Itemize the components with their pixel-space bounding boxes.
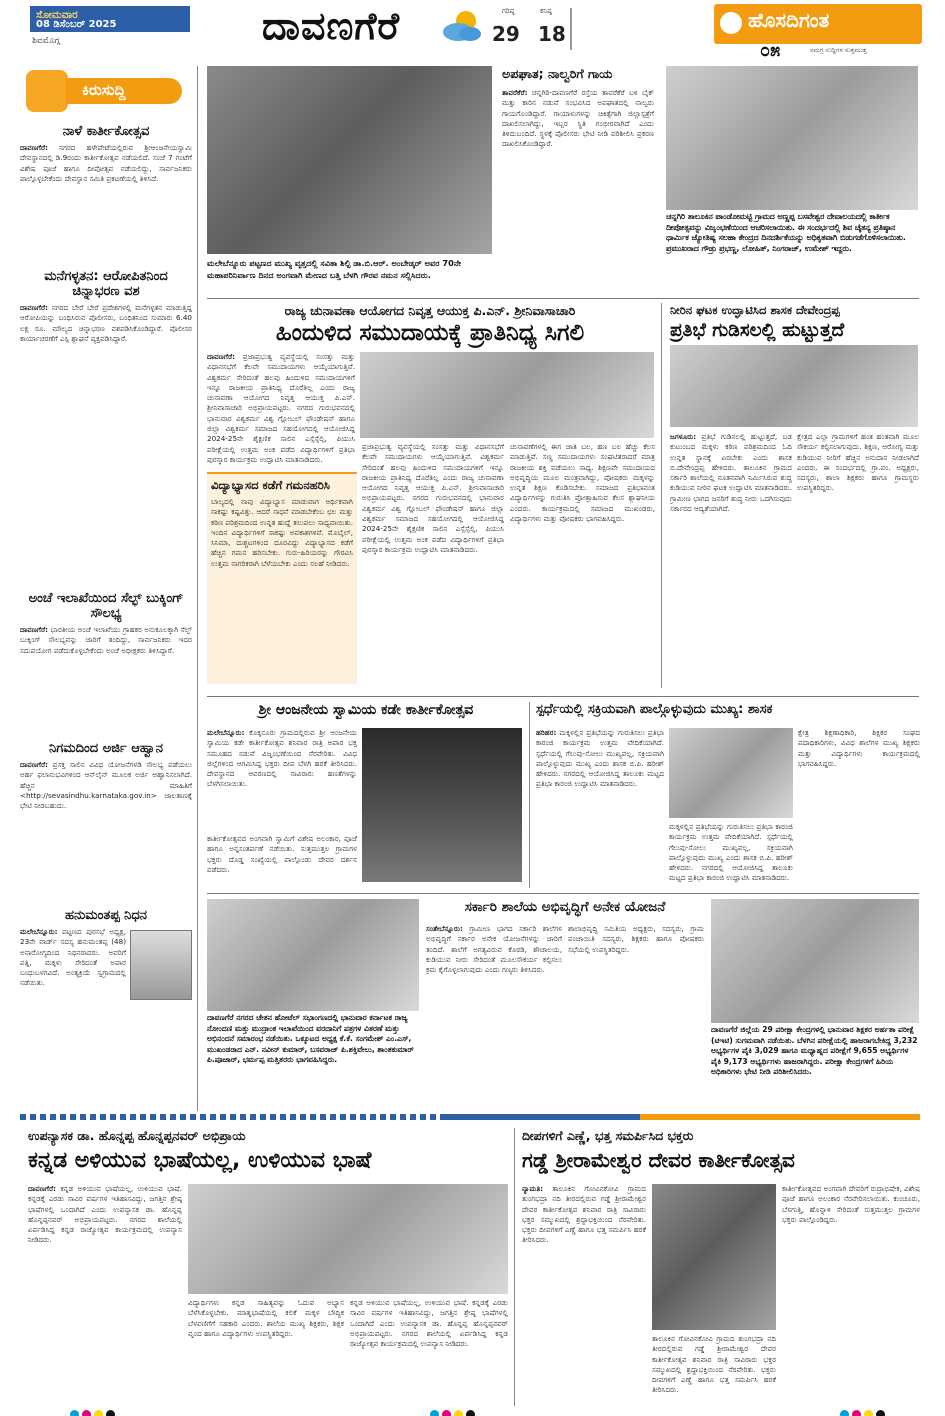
lead-body-col2: ಪ್ರಜಾಪ್ರಭುತ್ವ ವ್ಯವಸ್ಥೆಯಲ್ಲಿ ಸಂಸತ್ತು ಮತ್ತು ವಿಧಾನಸಭೆಗೆ ಕೆಲವೇ ಸಮುದಾಯಗಳು ಆಯ್ಕೆಯಾಗುತ್ತಿವೆ. ವಿಶ್ವಕರ್ಮ ಸೇರಿದಂತೆ ಹಲವು ಹಿಂದುಳಿದ ಸಮುದಾಯಗಳಿಗೆ ಇನ್ನೂ ರಾಜಕೀಯ ಪ್ರಾತಿನಿಧ್ಯ ದೊರೆತಿಲ್ಲ ಎಂದು ರಾಜ್ಯ ಚುನಾವಣಾ ಆಯೋಗದ ನಿವೃತ್ತ ಆಯುಕ್ತ ಪಿ.ಎನ್. ಶ್ರೀನಿವಾಸಾಚಾರಿ ಅಭಿಪ್ರಾಯಪಟ್ಟರು. ನಗರದ ಗುರುಭವನದಲ್ಲಿ ಭಾನುವಾರ ವಿಶ್ವಕರ್ಮ ವಿಶ್ವ ಗ್ಲೋಬಲ್ ಫೌಂಡೇಷನ್ ಹಾಗೂ ಜಿಲ್ಲಾ ವಿಶ್ವಕರ್ಮ ಸಮಾಜದ ಸಹಯೋಗದಲ್ಲಿ ಆಯೋಜಿಸಿದ್ದ 2024-25ನೇ ಶೈಕ್ಷಣಿಕ ಸಾಲಿನ ಎಸ್ಸೆಸ್ಸೆಲ್ಸಿ, ಪಿಯುಸಿ ಪರೀಕ್ಷೆಯಲ್ಲಿ ಉತ್ತಮ ಅಂಕ ಪಡೆದ ವಿದ್ಯಾರ್ಥಿಗಳಿಗೆ ಪ್ರತಿಭಾ ಪುರಸ್ಕಾರ ಕಾರ್ಯಕ್ರಮ ಉದ್ಘಾಟಿಸಿ ಮಾತನಾಡಿದರು. — [362, 442, 504, 554]
brief-item — [20, 908, 192, 1111]
brief-body: ದಾವಣಗೆರೆ: ನಗರದ ಬೇರೆ ಬೇರೆ ಪ್ರದೇಶಗಳಲ್ಲಿ ಮನೆಗಳ್ಳತನ ಮಾಡುತ್ತಿದ್ದ ಆರೋಪಿಯನ್ನು ಬಂಧಿಸಿರುವ ಪೊಲೀಸರು, ಬಂಧಿತನಿಂದ ಸುಮಾರು 6.40 ಲಕ್ಷ ರೂ. ಮೌಲ್ಯದ ಚಿನ್ನಾಭರಣ ವಶಪಡಿಸಿಕೊಂಡಿದ್ದಾರೆ. ಪೊಲೀಸರ ಕಾರ್ಯಾಚರಣೆಗೆ ಎಸ್ಪಿ ಶ್ಲಾಘನೆ ವ್ಯಕ್ತಪಡಿಸಿದ್ದಾರೆ. — [20, 303, 192, 343]
sports-headline: ಸ್ಪರ್ಧೆಯಲ್ಲಿ ಸಕ್ರಿಯವಾಗಿ ಪಾಲ್ಗೊಳ್ಳುವುದು ಮುಖ್ಯ: ಶಾಸಕ — [536, 702, 773, 717]
lead-headline: ಹಿಂದುಳಿದ ಸಮುದಾಯಕ್ಕೆ ಪ್ರಾತಿನಿಧ್ಯ ಸಿಗಲಿ — [275, 320, 585, 346]
max-temp: 29 — [492, 22, 520, 46]
megaphone-icon — [26, 70, 68, 112]
brief-title: ಹನುಮಂತಪ್ಪ ನಿಧನ — [64, 908, 148, 923]
accident-story — [502, 66, 654, 294]
lead-box — [207, 472, 357, 684]
max-temp-label: ಗರಿಷ್ಠ — [502, 7, 515, 15]
lead-kicker: ರಾಜ್ಯ ಚುನಾವಣಾ ಆಯೋಗದ ನಿವೃತ್ತ ಆಯುಕ್ತ ಪಿ.ಎನ್. ಶ್ರೀನಿವಾಸಾಚಾರಿ — [284, 303, 576, 318]
column-divider — [197, 66, 198, 1111]
devendrappa-body-col1: ಜಗಳೂರು: ಪ್ರತಿಭೆ ಗುಡಿಸಲಲ್ಲಿ ಹುಟ್ಟುತ್ತದೆ, ಬಡ ಕುಟುಂಬದ ಮಕ್ಕಳು ಕಠಿಣ ಪರಿಶ್ರಮದಿಂದ ಓದಿ ಉನ್ನತ ಸ್ಥಾನಕ್ಕೆ ಏರಬೇಕು ಎಂದು ಶಾಸಕ ಬಿ.ದೇವೇಂದ್ರಪ್ಪ ಹೇಳಿದರು. ತಾಲೂಕಿನ ಗ್ರಾಮದ ಸರ್ಕಾರಿ ಶಾಲೆಯಲ್ಲಿ ನೂತನವಾಗಿ ನಿರ್ಮಿಸಿರುವ ಶುದ್ಧ ಕುಡಿಯುವ ನೀರಿನ ಘಟಕ ಉದ್ಘಾಟಿಸಿ ಮಾತನಾಡಿದರು. ಗ್ರಾಮೀಣ ಭಾಗದ ಜನರಿಗೆ ಶುದ್ಧ ನೀರು ಒದಗಿಸುವುದು ಸರ್ಕಾರದ ಆದ್ಯತೆಯಾಗಿದೆ. — [670, 432, 792, 514]
temple-deepa-photo — [652, 1184, 776, 1330]
paper-name: ಹೊಸದಿಗಂತ — [748, 8, 830, 32]
pratibha-karanji-photo — [669, 728, 793, 818]
brand-emblem-icon — [720, 12, 742, 34]
accident-headline: ಅಪಘಾತ; ನಾಲ್ವರಿಗೆ ಗಾಯ — [502, 66, 613, 81]
school-body-col2: ಶಾಲಾಭಿವೃದ್ಧಿ ಸಮಿತಿಯ ಅಧ್ಯಕ್ಷರು, ಸದಸ್ಯರು, ಗ್ರಾಮ ಪಂಚಾಯಿತಿ ಸದಸ್ಯರು, ಶಿಕ್ಷಕರು ಹಾಗೂ ಪೋಷಕರು ಸಭೆಯಲ್ಲಿ ಉಪಸ್ಥಿತರಿದ್ದರು. — [568, 924, 704, 954]
lead-box-title: ವಿದ್ಯಾಭ್ಯಾಸದ ಕಡೆಗೆ ಗಮನಹರಿಸಿ — [211, 478, 330, 492]
ambedkar-caption: ಮಲೇಬೆನ್ನೂರು ಪಟ್ಟಣದ ಮುಖ್ಯ ವೃತ್ತದಲ್ಲಿ ಸವಿತಾ ಶಿಲ್ಪಿ ಡಾ.ಬಿ.ಆರ್. ಅಂಬೇಡ್ಕರ್ ಅವರ 70ನೇ ಮಹಾಪರಿನಿರ್ವಾಣ ದಿನದ ಅಂಗವಾಗಿ ಮೇಣದ ಬತ್ತಿ ಬೆಳಗಿ ಗೌರವ ನಮನ ಸಲ್ಲಿಸಿದರು. — [207, 258, 462, 280]
column-divider — [514, 1128, 515, 1406]
tet-exam-caption: ದಾವಣಗೆರೆ ಜಿಲ್ಲೆಯ 29 ಪರೀಕ್ಷಾ ಕೇಂದ್ರಗಳಲ್ಲಿ ಭಾನುವಾರ ಶಿಕ್ಷಕರ ಅರ್ಹತಾ ಪರೀಕ್ಷೆ (ಟಿಇಟಿ) ಸುಗಮವಾಗಿ ನಡೆಯಿತು. ಬೆಳಗಿನ ಪರೀಕ್ಷೆಯಲ್ಲಿ ಹಾಜರಾಗಬೇಕಿದ್ದ 3,232 ಅಭ್ಯರ್ಥಿಗಳ ಪೈಕಿ 3,029 ಹಾಗೂ ಮಧ್ಯಾಹ್ನದ ಪರೀಕ್ಷೆಗೆ 9,655 ಅಭ್ಯರ್ಥಿಗಳ ಪೈಕಿ 9,173 ಅಭ್ಯರ್ಥಿಗಳು ಹಾಜರಾಗಿದ್ದರು. ಪರೀಕ್ಷಾ ಕೇಂದ್ರಗಳಿಗೆ ಹಿರಿಯ ಅಧಿಕಾರಿಗಳು ಭೇಟಿ ನೀಡಿ ಪರಿಶೀಲಿಸಿದರು. — [711, 1025, 918, 1076]
anjaneya-body-col1: ಮಲೇಬೆನ್ನೂರು: ಕೊಕ್ಕನೂರು ಗ್ರಾಮದಲ್ಲಿರುವ ಶ್ರೀ ಆಂಜನೇಯ ಸ್ವಾಮಿಯ ಕಡೇ ಕಾರ್ತೀಕೋತ್ಸವ ಶನಿವಾರ ರಾತ್ರಿ ಅಪಾರ ಭಕ್ತ ಸಮೂಹದ ನಡುವೆ ವಿಜೃಂಭಣೆಯಿಂದ ನೆರವೇರಿತು. ವಿವಿಧ ಜಿಲ್ಲೆಗಳಿಂದ ಆಗಮಿಸಿದ್ದ ಭಕ್ತರು ದೀಪ ಬೆಳಗಿ ಹರಕೆ ತೀರಿಸಿದರು. ದೇವಸ್ಥಾನದ ಆವರಣದಲ್ಲಿ ಸಾವಿರಾರು ಹಣತೆಗಳನ್ನು ಬೆಳಗಿಸಲಾಯಿತು. — [207, 728, 357, 789]
paper-tagline: ಸಮಗ್ರ ಸುದ್ದಿಗಳ ಸುತ್ತಮುತ್ತ — [810, 46, 867, 54]
accident-body: ತಾವರೆಕೆರೆ: ಚನ್ನಗಿರಿ-ದಾವಣಗೆರೆ ರಸ್ತೆಯ ತಾವರೆಕೆರೆ ಬಳಿ ಬೈಕ್ ಮತ್ತು ಕಾರಿನ ನಡುವೆ ಸಂಭವಿಸಿದ ಅಪಘಾತದಲ್ಲಿ ನಾಲ್ವರು ಗಾಯಗೊಂಡಿದ್ದಾರೆ. ಗಾಯಾಳುಗಳನ್ನು ಚಿಕಿತ್ಸೆಗಾಗಿ ಜಿಲ್ಲಾಸ್ಪತ್ರೆಗೆ ದಾಖಲಿಸಲಾಗಿದ್ದು, ಇಬ್ಬರ ಸ್ಥಿತಿ ಗಂಭೀರವಾಗಿದೆ ಎಂದು ತಿಳಿದುಬಂದಿದೆ. ಸ್ಥಳಕ್ಕೆ ಪೊಲೀಸರು ಭೇಟಿ ನೀಡಿ ಪರಿಶೀಲಿಸಿ ಪ್ರಕರಣ ದಾಖಲಿಸಿಕೊಂಡಿದ್ದಾರೆ. — [502, 88, 654, 149]
rameshwara-body-col2: ಕಾರ್ತೀಕೋತ್ಸವದ ಅಂಗವಾಗಿ ದೇವರಿಗೆ ರುದ್ರಾಭಿಷೇಕ, ವಿಶೇಷ ಪೂಜೆ ಹಾಗೂ ಅಲಂಕಾರ ನೆರವೇರಿಸಲಾಯಿತು. ಕುಂಚೂರು, ಬೆಳಗುತ್ತಿ, ಹೊನ್ನಾಳಿ ಸೇರಿದಂತೆ ಸುತ್ತಮುತ್ತಲ ಗ್ರಾಮಗಳ ಭಕ್ತರು ಪಾಲ್ಗೊಂಡಿದ್ದರು. — [782, 1184, 920, 1224]
brief-body: ಮಲೇಬೆನ್ನೂರು: ಪಟ್ಟಣದ ಪುರಸಭೆ ಅಧ್ಯಕ್ಷ, 23ನೇ ವಾರ್ಡ್ ಸದಸ್ಯ ಹನುಮಂತಪ್ಪ (48) ಅನಾರೋಗ್ಯದಿಂದ ನಿಧನರಾದರು. ಅವರಿಗೆ ಪತ್ನಿ, ಮಕ್ಕಳು ಸೇರಿದಂತೆ ಅಪಾರ ಬಂಧುಬಳಗವಿದೆ. ಅಂತ್ಯಕ್ರಿಯೆ ಸ್ವಗ್ರಾಮದಲ್ಲಿ ನಡೆಯಿತು. — [20, 927, 126, 988]
calendar-release-photo — [666, 66, 918, 210]
tet-exam-photo — [711, 899, 919, 1023]
rameshwara-body-col1: ನ್ಯಾಮತಿ: ತಾಲೂಕಿನ ಗೋವಿನಕೋವಿ ಗ್ರಾಮದ ತುಂಗಭದ್ರಾ ನದಿ ತೀರದಲ್ಲಿರುವ ಗಡ್ಡೆ ಶ್ರೀರಾಮೇಶ್ವರ ದೇವರ ಕಾರ್ತೀಕೋತ್ಸವ ಶನಿವಾರ ರಾತ್ರಿ ಸಾವಿರಾರು ಭಕ್ತರ ಸಮ್ಮುಖದಲ್ಲಿ ಶ್ರದ್ಧಾಭಕ್ತಿಯಿಂದ ನೆರವೇರಿತು. ಭಕ್ತರು ದೀಪಗಳಿಗೆ ಎಣ್ಣೆ ಹಾಗೂ ಭತ್ತ ಸಮರ್ಪಿಸಿ ಹರಕೆ ತೀರಿಸಿದರು. — [522, 1184, 646, 1245]
brief-item — [20, 124, 192, 261]
kannada-headline: ಕನ್ನಡ ಅಳಿಯುವ ಭಾಷೆಯಲ್ಲ, ಉಳಿಯುವ ಭಾಷೆ — [28, 1148, 372, 1173]
devendrappa-body-col2: ಕ್ಷೇತ್ರದ ಎಲ್ಲಾ ಗ್ರಾಮಗಳಿಗೆ ಹಂತ ಹಂತವಾಗಿ ಮೂಲ ಸೌಕರ್ಯ ಕಲ್ಪಿಸಲಾಗುವುದು. ಶಿಕ್ಷಣ, ಆರೋಗ್ಯ ಮತ್ತು ಕುಡಿಯುವ ನೀರಿಗೆ ಹೆಚ್ಚಿನ ಅನುದಾನ ನೀಡಲಾಗಿದೆ ಎಂದರು. ಈ ಸಂದರ್ಭದಲ್ಲಿ ಗ್ರಾ.ಪಂ. ಅಧ್ಯಕ್ಷರು, ಸದಸ್ಯರು, ಶಾಲಾ ಶಿಕ್ಷಕರು ಹಾಗೂ ಗ್ರಾಮಸ್ಥರು ಉಪಸ್ಥಿತರಿದ್ದರು. — [797, 432, 919, 493]
anjaneya-body-col2: ಕಾರ್ತೀಕೋತ್ಸವದ ಅಂಗವಾಗಿ ಸ್ವಾಮಿಗೆ ವಿಶೇಷ ಅಲಂಕಾರ, ಪೂಜೆ ಹಾಗೂ ಅನ್ನಸಂತರ್ಪಣೆ ನಡೆಯಿತು. ಸುತ್ತಮುತ್ತಲ ಗ್ರಾಮಗಳ ಭಕ್ತರು ದೊಡ್ಡ ಸಂಖ್ಯೆಯಲ್ಲಿ ಪಾಲ್ಗೊಂಡು ದೇವರ ದರ್ಶನ ಪಡೆದರು. — [207, 834, 357, 874]
min-temp: 18 — [538, 22, 566, 46]
water-plant-photo — [670, 345, 918, 427]
sports-body-col2: ಕ್ಷೇತ್ರ ಶಿಕ್ಷಣಾಧಿಕಾರಿ, ಶಿಕ್ಷಕರ ಸಂಘದ ಪದಾಧಿಕಾರಿಗಳು, ವಿವಿಧ ಶಾಲೆಗಳ ಮುಖ್ಯ ಶಿಕ್ಷಕರು ಮತ್ತು ವಿದ್ಯಾರ್ಥಿಗಳು ಕಾರ್ಯಕ್ರಮದಲ್ಲಿ ಭಾಗವಹಿಸಿದ್ದರು. — [798, 728, 920, 768]
kannada-kicker: ಉಪನ್ಯಾಸಕ ಡಾ. ಹೊನ್ನಪ್ಪ ಹೊನ್ನಪ್ಪನವರ್ ಅಭಿಪ್ರಾಯ — [28, 1128, 246, 1143]
sports-body-col3: ಮಕ್ಕಳಲ್ಲಿನ ಪ್ರತಿಭೆಯನ್ನು ಗುರುತಿಸಲು ಪ್ರತಿಭಾ ಕಾರಂಜಿ ಕಾರ್ಯಕ್ರಮ ಉತ್ತಮ ವೇದಿಕೆಯಾಗಿದೆ. ಸ್ಪರ್ಧೆಯಲ್ಲಿ ಗೆಲುವು-ಸೋಲು ಮುಖ್ಯವಲ್ಲ, ಸಕ್ರಿಯವಾಗಿ ಪಾಲ್ಗೊಳ್ಳುವುದು ಮುಖ್ಯ ಎಂದು ಶಾಸಕ ಬಿ.ಪಿ. ಹರೀಶ್ ಹೇಳಿದರು. ನಗರದಲ್ಲಿ ಆಯೋಜಿಸಿದ್ದ ತಾಲೂಕು ಮಟ್ಟದ ಪ್ರತಿಭಾ ಕಾರಂಜಿ ಉದ್ಘಾಟಿಸಿ ಮಾತನಾಡಿದರು. — [669, 822, 793, 883]
section-divider — [207, 893, 919, 894]
city-title: ದಾವಣಗೆರೆ — [262, 4, 401, 48]
brief-title: ಮನೆಗಳ್ಳತನ: ಆರೋಪಿತನಿಂದ ಚಿನ್ನಾಭರಣ ವಶ — [44, 269, 168, 299]
section-divider — [207, 298, 919, 299]
kirusuddi-banner — [20, 66, 192, 118]
calendar-caption: ಚನ್ನಗಿರಿ ತಾಲೂಕಿನ ಪಾಂಡೋಮಟ್ಟಿ ಗ್ರಾಮದ ಅಣ್ಣಪ್ಪ ಬಸವೇಶ್ವರ ದೇವಾಲಯದಲ್ಲಿ ಕಾರ್ತೀಕ ದೀಪೋತ್ಸವನ್ನು ವಿಜೃಂಭಣೆಯಿಂದ ಆಚರಿಸಲಾಯಿತು. ಈ ಸಂದರ್ಭದಲ್ಲಿ ಶಿವ ಚೈತನ್ಯ ಪ್ರತಿಷ್ಠಾನ ಧಾರ್ಮಿಕ ಜ್ಯೋತಿಷ್ಯ ಸಲಹಾ ಕೇಂದ್ರದ ದಿನದರ್ಶಿಕೆಯನ್ನು ಅಧಿಕೃತವಾಗಿ ಬಿಡುಗಡೆಗೊಳಿಸಲಾಯಿತು. ಪ್ರಮುಖರಾದ ಗೌಡ್ರು ಪ್ರಭಣ್ಣ, ಲೋಹಿತ್, ನಿಂಗರಾಜ್, ಉಮೇಶ್ ಇದ್ದರು. — [666, 212, 906, 253]
brief-title: ನಿಗಮದಿಂದ ಅರ್ಜಿ ಆಹ್ವಾನ — [48, 741, 163, 756]
rajyotsava-photo — [188, 1184, 508, 1294]
print-registration-marks — [840, 1404, 900, 1414]
lead-photo — [360, 352, 654, 438]
brief-body: ದಾವಣಗೆರೆ: ಪ್ರಸಕ್ತ ಸಾಲಿನ ವಿವಿಧ ಯೋಜನೆಗಳಡಿ ಸೌಲಭ್ಯ ಪಡೆಯಲು ಅರ್ಹ ಫಲಾನುಭವಿಗಳಿಂದ ಆನ್‌ಲೈನ್ ಮೂಲಕ ಅರ್ಜಿ ಆಹ್ವಾನಿಸಲಾಗಿದೆ. ಹೆಚ್ಚಿನ ಮಾಹಿತಿಗೆ <http://sevasindhu.karnataka.gov.in> ಜಾಲತಾಣಕ್ಕೆ ಭೇಟಿ ನೀಡಬಹುದು. — [20, 760, 192, 811]
school-body-col1: ಸಂತೇಬೆನ್ನೂರು: ಗ್ರಾಮೀಣ ಭಾಗದ ಸರ್ಕಾರಿ ಶಾಲೆಗಳ ಅಭಿವೃದ್ಧಿಗೆ ಸರ್ಕಾರ ಅನೇಕ ಯೋಜನೆಗಳನ್ನು ಜಾರಿಗೆ ತಂದಿದೆ. ಶಾಲೆಗೆ ಅಗತ್ಯವಿರುವ ಕೊಠಡಿ, ಶೌಚಾಲಯ, ಕುಡಿಯುವ ನೀರು ಸೇರಿದಂತೆ ಮೂಲಸೌಕರ್ಯ ಕಲ್ಪಿಸಲು ಕ್ರಮ ಕೈಗೊಳ್ಳಲಾಗುವುದು ಎಂದು ಗಣ್ಯರು ತಿಳಿಸಿದರು. — [426, 924, 562, 975]
anjaneya-headline: ಶ್ರೀ ಆಂಜನೇಯ ಸ್ವಾಮಿಯ ಕಡೇ ಕಾರ್ತೀಕೋತ್ಸವ — [258, 702, 474, 718]
section-divider — [207, 696, 919, 697]
brief-title: ಅಂಚೆ ಇಲಾಖೆಯಿಂದ ಸೆಲ್ಫ್ ಬುಕ್ಕಿಂಗ್ ಸೌಲಭ್ಯ — [28, 591, 184, 621]
kirusuddi-column — [20, 66, 192, 1111]
registration-caption: ದಾವಣಗೆರೆ ನಗರದ ಚೇತನ ಹೋಟೆಲ್ ಸಭಾಂಗಣದಲ್ಲಿ ಭಾನುವಾರ ಕರ್ನಾಟಕ ರಾಜ್ಯ ನೋಂದಣಿ ಮತ್ತು ಮುದ್ರಾಂಕ ಇಲಾಖೆಯಿಂದ ವರದಾನಿಗೆ ಪತ್ರಗಳ ವಿತರಣೆ ಮತ್ತು ಅಭಿನಂದನೆ ಸಮಾರಂಭ ನಡೆಯಿತು. ಒಕ್ಕೂಟದ ಅಧ್ಯಕ್ಷ ಕೆ.ಕೆ. ಸಂಗಮೇಶ್ ಎಂ.ಎಸ್, ಮುಖಂಡರಾದ ಎನ್. ನವೀನ್ ಕುಮಾರ್, ಬಸವರಾಜ್ ಪಿ.ಶಕ್ತಿವೇಲು, ಶಾಂತಕುಮಾರ್ ಪಿ.ಪೂಜಾರ್, ಭರ್ಮಪ್ಪ ಮತ್ತಿತರರು ಭಾಗವಹಿಸಿದ್ದರು. — [207, 1013, 414, 1064]
paper-brand — [714, 4, 922, 44]
weather-icon — [440, 8, 484, 44]
masthead — [0, 0, 945, 62]
brief-body: ದಾವಣಗೆರೆ: ಭಾರತೀಯ ಅಂಚೆ ಇಲಾಖೆಯು ಗ್ರಾಹಕರ ಅನುಕೂಲಕ್ಕಾಗಿ ಸೆಲ್ಫ್ ಬುಕ್ಕಿಂಗ್ ಸೌಲಭ್ಯವನ್ನು ಜಾರಿಗೆ ತಂದಿದ್ದು, ಸಾರ್ವಜನಿಕರು ಇದರ ಸದುಪಯೋಗ ಪಡೆದುಕೊಳ್ಳಬೇಕೆಂದು ಅಂಚೆ ಅಧೀಕ್ಷಕರು ತಿಳಿಸಿದ್ದಾರೆ. — [20, 625, 192, 655]
lead-body-col3: ಚುನಾವಣೆಗಳಲ್ಲಿ ಈಗ ಜಾತಿ ಬಲ, ಹಣ ಬಲ ಹೆಚ್ಚು ಕೆಲಸ ಮಾಡುತ್ತಿವೆ. ಸಣ್ಣ ಸಮುದಾಯಗಳು ಸಂಘಟಿತರಾದರೆ ಮಾತ್ರ ರಾಜಕೀಯ ಶಕ್ತಿ ಪಡೆಯಲು ಸಾಧ್ಯ. ಶಿಕ್ಷಣವೇ ಸಮುದಾಯದ ಅಭಿವೃದ್ಧಿಯ ಮೂಲ ಮಂತ್ರವಾಗಿದ್ದು, ಪೋಷಕರು ಮಕ್ಕಳನ್ನು ಉನ್ನತ ಶಿಕ್ಷಣ ಕೊಡಿಸಬೇಕು. ಸಮಾಜದ ಪ್ರತಿಭಾವಂತ ವಿದ್ಯಾರ್ಥಿಗಳನ್ನು ಗುರುತಿಸಿ ಪ್ರೋತ್ಸಾಹಿಸುವ ಕೆಲಸ ಶ್ಲಾಘನೀಯ ಎಂದರು. ಕಾರ್ಯಕ್ರಮದಲ್ಲಿ ಸಮಾಜದ ಮುಖಂಡರು, ವಿದ್ಯಾರ್ಥಿಗಳು ಮತ್ತು ಪೋಷಕರು ಭಾಗವಹಿಸಿದ್ದರು. — [510, 442, 655, 524]
masthead-day: ಸೋಮವಾರ — [36, 9, 78, 21]
page-number: ೦೫ — [760, 40, 781, 61]
masthead-divider — [570, 8, 572, 50]
registration-photo — [207, 899, 419, 1011]
sports-body-col1: ಹರಿಹರ: ಮಕ್ಕಳಲ್ಲಿನ ಪ್ರತಿಭೆಯನ್ನು ಗುರುತಿಸಲು ಪ್ರತಿಭಾ ಕಾರಂಜಿ ಕಾರ್ಯಕ್ರಮ ಉತ್ತಮ ವೇದಿಕೆಯಾಗಿದೆ. ಸ್ಪರ್ಧೆಯಲ್ಲಿ ಗೆಲುವು-ಸೋಲು ಮುಖ್ಯವಲ್ಲ, ಸಕ್ರಿಯವಾಗಿ ಪಾಲ್ಗೊಳ್ಳುವುದು ಮುಖ್ಯ ಎಂದು ಶಾಸಕ ಬಿ.ಪಿ. ಹರೀಶ್ ಹೇಳಿದರು. ನಗರದಲ್ಲಿ ಆಯೋಜಿಸಿದ್ದ ತಾಲೂಕು ಮಟ್ಟದ ಪ್ರತಿಭಾ ಕಾರಂಜಿ ಉದ್ಘಾಟಿಸಿ ಮಾತನಾಡಿದರು. — [536, 728, 664, 789]
lead-body-col1: ದಾವಣಗೆರೆ: ಪ್ರಜಾಪ್ರಭುತ್ವ ವ್ಯವಸ್ಥೆಯಲ್ಲಿ ಸಂಸತ್ತು ಮತ್ತು ವಿಧಾನಸಭೆಗೆ ಕೆಲವೇ ಸಮುದಾಯಗಳು ಆಯ್ಕೆಯಾಗುತ್ತಿವೆ. ವಿಶ್ವಕರ್ಮ ಸೇರಿದಂತೆ ಹಲವು ಹಿಂದುಳಿದ ಸಮುದಾಯಗಳಿಗೆ ಇನ್ನೂ ರಾಜಕೀಯ ಪ್ರಾತಿನಿಧ್ಯ ದೊರೆತಿಲ್ಲ ಎಂದು ರಾಜ್ಯ ಚುನಾವಣಾ ಆಯೋಗದ ನಿವೃತ್ತ ಆಯುಕ್ತ ಪಿ.ಎನ್. ಶ್ರೀನಿವಾಸಾಚಾರಿ ಅಭಿಪ್ರಾಯಪಟ್ಟರು. ನಗರದ ಗುರುಭವನದಲ್ಲಿ ಭಾನುವಾರ ವಿಶ್ವಕರ್ಮ ವಿಶ್ವ ಗ್ಲೋಬಲ್ ಫೌಂಡೇಷನ್ ಹಾಗೂ ಜಿಲ್ಲಾ ವಿಶ್ವಕರ್ಮ ಸಮಾಜದ ಸಹಯೋಗದಲ್ಲಿ ಆಯೋಜಿಸಿದ್ದ 2024-25ನೇ ಶೈಕ್ಷಣಿಕ ಸಾಲಿನ ಎಸ್ಸೆಸ್ಸೆಲ್ಸಿ, ಪಿಯುಸಿ ಪರೀಕ್ಷೆಯಲ್ಲಿ ಉತ್ತಮ ಅಂಕ ಪಡೆದ ವಿದ್ಯಾರ್ಥಿಗಳಿಗೆ ಪ್ರತಿಭಾ ಪುರಸ್ಕಾರ ಕಾರ್ಯಕ್ರಮ ಉದ್ಘಾಟಿಸಿ ಮಾತನಾಡಿದರು. — [207, 352, 355, 464]
brief-title: ನಾಳೆ ಕಾರ್ತೀಕೋತ್ಸವ — [62, 124, 150, 139]
brief-item — [20, 269, 192, 583]
obituary-portrait — [130, 930, 192, 1000]
rameshwara-headline: ಗಡ್ಡೆ ಶ್ರೀರಾಮೇಶ್ವರ ದೇವರ ಕಾರ್ತೀಕೋತ್ಸವ — [522, 1148, 795, 1172]
rameshwara-body-col3: ತಾಲೂಕಿನ ಗೋವಿನಕೋವಿ ಗ್ರಾಮದ ತುಂಗಭದ್ರಾ ನದಿ ತೀರದಲ್ಲಿರುವ ಗಡ್ಡೆ ಶ್ರೀರಾಮೇಶ್ವರ ದೇವರ ಕಾರ್ತೀಕೋತ್ಸವ ಶನಿವಾರ ರಾತ್ರಿ ಸಾವಿರಾರು ಭಕ್ತರ ಸಮ್ಮುಖದಲ್ಲಿ ಶ್ರದ್ಧಾಭಕ್ತಿಯಿಂದ ನೆರವೇರಿತು. ಭಕ್ತರು ದೀಪಗಳಿಗೆ ಎಣ್ಣೆ ಹಾಗೂ ಭತ್ತ ಸಮರ್ಪಿಸಿ ಹರಕೆ ತೀರಿಸಿದರು. — [652, 1334, 776, 1395]
brief-body: ದಾವಣಗೆರೆ: ನಗರದ ಹಳೇಪೇಟೆಯಲ್ಲಿರುವ ಶ್ರೀಆಂಜನೇಯಸ್ವಾಮಿ ದೇವಸ್ಥಾನದಲ್ಲಿ ಡಿ.9ರಂದು ಕಾರ್ತೀಕೋತ್ಸವ ನಡೆಯಲಿದೆ. ಸಂಜೆ 7 ಗಂಟೆಗೆ ವಿಶೇಷ ಪೂಜೆ ಹಾಗೂ ದೀಪೋತ್ಸವ ನಡೆಯಲಿದ್ದು, ಸಾರ್ವಜನಿಕರು ಪಾಲ್ಗೊಳ್ಳಬೇಕೆಂದು ದೇವಸ್ಥಾನ ಸಮಿತಿ ಪ್ರಕಟಣೆಯಲ್ಲಿ ತಿಳಿಸಿದೆ. — [20, 143, 192, 183]
min-temp-label: ಕನಿಷ್ಠ — [540, 7, 552, 15]
brief-item — [20, 591, 192, 733]
deepotsava-photo — [362, 728, 522, 882]
kannada-body-col2: ವಿದ್ಯಾರ್ಥಿಗಳು ಕನ್ನಡ ಸಾಹಿತ್ಯವನ್ನು ಓದುವ ಅಭ್ಯಾಸ ಬೆಳೆಸಿಕೊಳ್ಳಬೇಕು. ಮಾತೃಭಾಷೆಯಲ್ಲಿ ಕಲಿಕೆ ಮಕ್ಕಳ ಬೌದ್ಧಿಕ ಬೆಳವಣಿಗೆಗೆ ಸಹಕಾರಿ ಎಂದರು. ಶಾಲೆಯ ಮುಖ್ಯ ಶಿಕ್ಷಕರು, ಶಿಕ್ಷಕ ವೃಂದ ಹಾಗೂ ವಿದ್ಯಾರ್ಥಿಗಳು ಉಪಸ್ಥಿತರಿದ್ದರು. — [188, 1298, 344, 1338]
kirusuddi-label: ಕಿರುಸುದ್ದಿ — [82, 81, 126, 99]
print-registration-marks — [430, 1404, 490, 1414]
rameshwara-kicker: ದೀಪಗಳಿಗೆ ಎಣ್ಣೆ, ಭತ್ತ ಸಮರ್ಪಿಸಿದ ಭಕ್ತರು — [522, 1128, 694, 1143]
ambedkar-photo — [207, 66, 492, 254]
devendrappa-kicker: ನೀರಿನ ಘಟಕ ಉದ್ಘಾಟಿಸಿದ ಶಾಸಕ ದೇವೇಂದ್ರಪ್ಪ — [670, 303, 840, 317]
kannada-body-col1: ದಾವಣಗೆರೆ: ಕನ್ನಡ ಅಳಿಯುವ ಭಾಷೆಯಲ್ಲ, ಉಳಿಯುವ ಭಾಷೆ. ಕನ್ನಡಕ್ಕೆ ಎರಡು ಸಾವಿರ ವರ್ಷಗಳ ಇತಿಹಾಸವಿದ್ದು, ಜಗತ್ತಿನ ಶ್ರೇಷ್ಠ ಭಾಷೆಗಳಲ್ಲಿ ಒಂದಾಗಿದೆ ಎಂದು ಉಪನ್ಯಾಸಕ ಡಾ. ಹೊನ್ನಪ್ಪ ಹೊನ್ನಪ್ಪನವರ್ ಅಭಿಪ್ರಾಯಪಟ್ಟರು. ನಗರದ ಶಾಲೆಯಲ್ಲಿ ಏರ್ಪಡಿಸಿದ್ದ ಕನ್ನಡ ರಾಜ್ಯೋತ್ಸವ ಕಾರ್ಯಕ್ರಮದಲ್ಲಿ ಉಪನ್ಯಾಸ ನೀಡಿದರು. — [28, 1184, 182, 1245]
brief-item — [20, 741, 192, 900]
lead-box-body: ಬಾಲ್ಯದಲ್ಲಿ ನಾವು ವಿದ್ಯಾಭ್ಯಾಸ ಮಾಡುವಾಗ ಆರ್ಥಿಕವಾಗಿ ಸಾಕಷ್ಟು ಕಷ್ಟವಿತ್ತು. ಆದರೆ ಸಾಧನೆ ಮಾಡಬೇಕೆಂಬ ಛಲ ಮತ್ತು ಕಠಿಣ ಪರಿಶ್ರಮದಿಂದ ಉನ್ನತ ಹುದ್ದೆ ತಲುಪಲು ಸಾಧ್ಯವಾಯಿತು. ಇಂದಿನ ವಿದ್ಯಾರ್ಥಿಗಳಿಗೆ ಸಾಕಷ್ಟು ಅವಕಾಶಗಳಿವೆ. ಮೊಬೈಲ್, ಸಿನಿಮಾ, ದುಶ್ಚಟಗಳಿಂದ ದೂರವಿದ್ದು ವಿದ್ಯಾಭ್ಯಾಸದ ಕಡೆಗೆ ಹೆಚ್ಚಿನ ಗಮನ ಹರಿಸಬೇಕು. ಗುರು-ಹಿರಿಯರನ್ನು ಗೌರವಿಸಿ ಉತ್ತಮ ನಾಗರಿಕರಾಗಿ ಬೆಳೆಯಬೇಕು ಎಂದು ಸಲಹೆ ನೀಡಿದರು. — [211, 497, 353, 568]
masthead-subtitle: ಶಿವಮೊಗ್ಗ — [32, 36, 60, 46]
column-divider — [661, 303, 662, 688]
devendrappa-headline: ಪ್ರತಿಭೆ ಗುಡಿಸಲಲ್ಲಿ ಹುಟ್ಟುತ್ತದೆ — [670, 320, 845, 341]
column-divider — [529, 702, 530, 888]
masthead-date: 08 ಡಿಸೆಂಬರ್ 2025 — [36, 19, 117, 30]
bottom-band — [20, 1114, 920, 1120]
school-headline: ಸರ್ಕಾರಿ ಶಾಲೆಯ ಅಭಿವೃದ್ಧಿಗೆ ಅನೇಕ ಯೋಜನೆ — [464, 899, 666, 915]
kannada-body-col3: ಕನ್ನಡ ಅಳಿಯುವ ಭಾಷೆಯಲ್ಲ, ಉಳಿಯುವ ಭಾಷೆ. ಕನ್ನಡಕ್ಕೆ ಎರಡು ಸಾವಿರ ವರ್ಷಗಳ ಇತಿಹಾಸವಿದ್ದು, ಜಗತ್ತಿನ ಶ್ರೇಷ್ಠ ಭಾಷೆಗಳಲ್ಲಿ ಒಂದಾಗಿದೆ ಎಂದು ಉಪನ್ಯಾಸಕ ಡಾ. ಹೊನ್ನಪ್ಪ ಹೊನ್ನಪ್ಪನವರ್ ಅಭಿಪ್ರಾಯಪಟ್ಟರು. ನಗರದ ಶಾಲೆಯಲ್ಲಿ ಏರ್ಪಡಿಸಿದ್ದ ಕನ್ನಡ ರಾಜ್ಯೋತ್ಸವ ಕಾರ್ಯಕ್ರಮದಲ್ಲಿ ಉಪನ್ಯಾಸ ನೀಡಿದರು. — [350, 1298, 508, 1349]
print-registration-marks — [70, 1404, 130, 1414]
